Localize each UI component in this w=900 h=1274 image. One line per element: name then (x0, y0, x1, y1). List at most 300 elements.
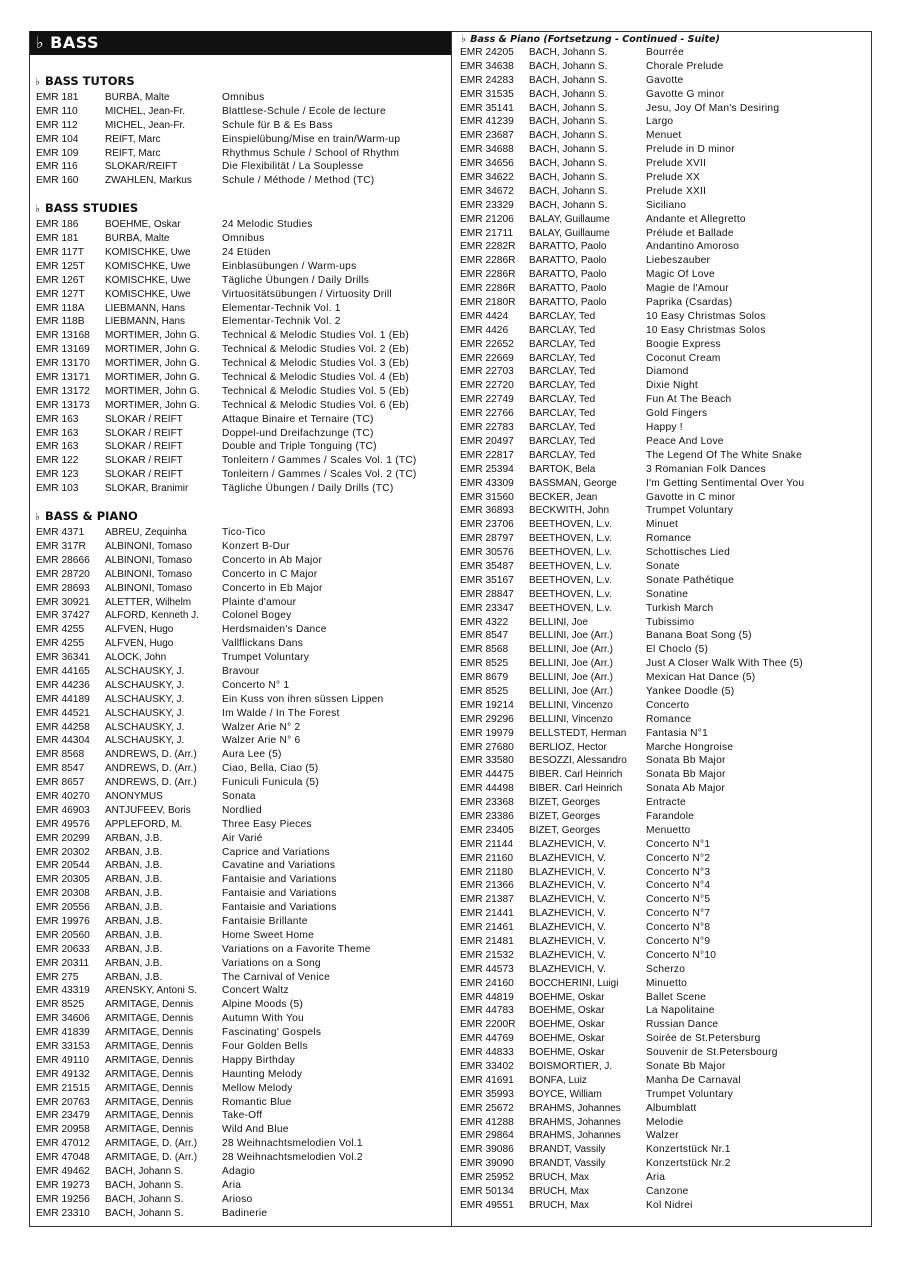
list-item (30, 790, 451, 804)
composer: BIBER. Carl Heinrich (529, 783, 623, 795)
work-title: Trumpet Voluntary (222, 652, 310, 664)
list-item (30, 554, 451, 568)
list-item (30, 901, 451, 915)
list-item (30, 984, 451, 998)
catalog-number: EMR 23347 (460, 602, 514, 614)
composer: BARCLAY, Ted (529, 449, 596, 461)
work-title: Paprika (Csardas) (646, 297, 733, 309)
page-title-text: BASS (50, 33, 100, 52)
catalog-number: EMR 44304 (36, 735, 90, 747)
list-item (452, 560, 872, 574)
work-title: Technical & Melodic Studies Vol. 3 (Eb) (222, 358, 409, 370)
list-item (452, 893, 872, 907)
catalog-number: EMR 20308 (36, 888, 90, 900)
flat-sign: ♭ (35, 76, 40, 88)
composer: BARCLAY, Ted (529, 394, 596, 406)
work-title: Variations on a Song (222, 957, 321, 969)
work-title: Aria (646, 1172, 666, 1184)
composer: BELLINI, Joe (Arr.) (529, 630, 613, 642)
list-item (452, 491, 872, 505)
catalog-number: EMR 8525 (460, 658, 509, 670)
composer: ARMITAGE, D. (Arr.) (105, 1138, 198, 1150)
composer: BOEHME, Oskar (529, 1047, 605, 1059)
work-title: Walzer Arie N° 2 (222, 721, 301, 733)
section-heading (30, 200, 451, 216)
composer: BEETHOVEN, L.v. (529, 588, 612, 600)
work-title: Concerto N°1 (646, 838, 711, 850)
catalog-number: EMR 21515 (36, 1082, 90, 1094)
composer: ARMITAGE, Dennis (105, 1068, 194, 1080)
composer: ANDREWS, D. (Arr.) (105, 749, 197, 761)
work-title: Tonleitern / Gammes / Scales Vol. 1 (TC) (222, 455, 417, 467)
catalog-number: EMR 104 (36, 133, 79, 145)
composer: BACH, Johann S. (529, 88, 608, 100)
list-item (452, 685, 872, 699)
list-item (452, 504, 872, 518)
composer: BOEHME, Oskar (529, 1033, 605, 1045)
list-item (452, 810, 872, 824)
work-title: Romantic Blue (222, 1096, 292, 1108)
list-item (452, 754, 872, 768)
composer: BELLINI, Joe (Arr.) (529, 644, 613, 656)
catalog-number: EMR 28847 (460, 588, 514, 600)
list-item (452, 602, 872, 616)
list-item (30, 915, 451, 929)
list-item (452, 227, 872, 241)
composer: LIEBMANN, Hans (105, 302, 186, 314)
catalog-number: EMR 22817 (460, 449, 514, 461)
work-title: Double and Triple Tonguing (TC) (222, 441, 377, 453)
list-item (30, 147, 451, 161)
composer: BALAY, Guillaume (529, 213, 610, 225)
composer: ARBAN, J.B. (105, 971, 163, 983)
list-item (30, 776, 451, 790)
work-title: Ballet Scene (646, 991, 707, 1003)
catalog-number: EMR 23329 (460, 199, 514, 211)
list-item (30, 302, 451, 316)
work-title: Banana Boat Song (5) (646, 630, 752, 642)
work-title: 10 Easy Christmas Solos (646, 310, 766, 322)
list-item (30, 721, 451, 735)
catalog-number: EMR 23706 (460, 519, 514, 531)
catalog-number: EMR 13170 (36, 358, 90, 370)
work-title: Tägliche Übungen / Daily Drills (222, 274, 370, 286)
catalog-number: EMR 44573 (460, 963, 514, 975)
composer: ARMITAGE, Dennis (105, 1124, 194, 1136)
list-item (30, 540, 451, 554)
catalog-number: EMR 20311 (36, 957, 90, 969)
work-title: 10 Easy Christmas Solos (646, 324, 766, 336)
flat-sign: ♭ (35, 511, 40, 524)
catalog-number: EMR 33153 (36, 1041, 90, 1052)
composer: BOEHME, Oskar (529, 1005, 605, 1017)
composer: ARBAN, J.B. (105, 832, 163, 844)
list-item (452, 185, 872, 199)
list-item (30, 1012, 451, 1026)
composer: BEETHOVEN, L.v. (529, 602, 612, 614)
work-title: Konzertstück Nr.1 (646, 1144, 731, 1156)
catalog-number: EMR 44189 (36, 693, 90, 705)
list-item (30, 1137, 451, 1151)
work-title: Autumn With You (222, 1013, 304, 1025)
work-title: Adagio (222, 1166, 256, 1178)
composer: MICHEL, Jean-Fr. (105, 119, 186, 131)
composer: BASSMAN, George (529, 477, 617, 489)
composer: BACH, Johann S. (105, 1179, 184, 1191)
work-title: Im Walde / In The Forest (222, 707, 340, 719)
list-item (452, 921, 872, 935)
list-item (452, 1060, 872, 1074)
composer: ANTJUFEEV, Boris (105, 804, 191, 816)
composer: BACH, Johann S. (105, 1207, 184, 1219)
list-item (452, 338, 872, 352)
catalog-number: EMR 29864 (460, 1130, 514, 1142)
list-item (452, 518, 872, 532)
catalog-number: EMR 44475 (460, 769, 514, 781)
section-list (30, 218, 451, 496)
composer: ALFVEN, Hugo (105, 624, 174, 636)
list-item (30, 1207, 451, 1221)
catalog-number: EMR 44165 (36, 665, 90, 677)
work-title: Kol Nidrei (646, 1199, 693, 1211)
catalog-number: EMR 19256 (36, 1193, 90, 1205)
list-item (30, 748, 451, 762)
work-title: Farandole (646, 810, 695, 822)
catalog-number: EMR 21387 (460, 894, 514, 906)
catalog-number: EMR 28720 (36, 568, 90, 580)
list-item (452, 949, 872, 963)
work-title: Minuet (646, 519, 679, 531)
composer: ALBINONI, Tomaso (105, 568, 193, 580)
work-title: Schule / Méthode / Method (TC) (222, 175, 375, 187)
catalog-number: EMR 23386 (460, 810, 514, 822)
list-item (30, 707, 451, 721)
composer: MORTIMER, John G. (105, 344, 200, 356)
work-title: Home Sweet Home (222, 929, 315, 941)
work-title: Take-Off (222, 1110, 263, 1122)
catalog-number: EMR 39090 (460, 1158, 514, 1170)
list-item (30, 609, 451, 623)
catalog-number: EMR 24283 (460, 74, 514, 86)
catalog-number: EMR 31560 (460, 491, 514, 503)
work-title: Concert Waltz (222, 985, 289, 997)
work-title: Happy Birthday (222, 1054, 296, 1066)
catalog-number: EMR 44521 (36, 707, 90, 719)
composer: BARCLAY, Ted (529, 435, 596, 447)
work-title: Caprice and Variations (222, 846, 330, 858)
catalog-number: EMR 30921 (36, 596, 90, 608)
work-title: Technical & Melodic Studies Vol. 6 (Eb) (222, 399, 409, 411)
composer: BARATTO, Paolo (529, 269, 607, 281)
composer: BACH, Johann S. (529, 158, 608, 170)
composer: BOISMORTIER, J. (529, 1061, 613, 1073)
list-item (452, 879, 872, 893)
work-title: Arioso (222, 1193, 253, 1205)
catalog-number: EMR 34638 (460, 60, 514, 72)
catalog-number: EMR 33580 (460, 755, 514, 767)
list-item (30, 133, 451, 147)
list-item (452, 1116, 872, 1130)
work-title: Concerto N° 1 (222, 679, 290, 691)
composer: ARMITAGE, Dennis (105, 1041, 194, 1052)
work-title: Romance (646, 533, 692, 545)
list-item (30, 413, 451, 427)
list-item (452, 1199, 872, 1213)
catalog-number: EMR 34656 (460, 158, 514, 170)
composer: SLOKAR, Branimir (105, 483, 189, 495)
catalog-number: EMR 25394 (460, 463, 514, 475)
section-list (30, 91, 451, 188)
list-item (30, 119, 451, 133)
list-item (30, 91, 451, 105)
list-item (452, 463, 872, 477)
composer: BOYCE, William (529, 1088, 602, 1100)
catalog-number: EMR 20556 (36, 902, 90, 914)
work-title: Technical & Melodic Studies Vol. 5 (Eb) (222, 385, 409, 397)
work-title: Fantaisie and Variations (222, 874, 337, 886)
composer: BIZET, Georges (529, 810, 601, 822)
work-title: Technical & Melodic Studies Vol. 4 (Eb) (222, 372, 409, 384)
composer: BACH, Johann S. (529, 74, 608, 86)
catalog-number: EMR 2282R (460, 241, 516, 253)
catalog-number: EMR 43319 (36, 985, 90, 997)
catalog-number: EMR 275 (36, 971, 79, 983)
work-title: Mexican Hat Dance (5) (646, 672, 756, 684)
composer: BRUCH, Max (529, 1172, 590, 1184)
work-title: Russian Dance (646, 1019, 719, 1031)
composer: ALSCHAUSKY, J. (105, 735, 185, 747)
work-title: Haunting Melody (222, 1068, 303, 1080)
work-title: Three Easy Pieces (222, 818, 312, 830)
catalog-number: EMR 2180R (460, 297, 516, 309)
catalog-number: EMR 23405 (460, 824, 514, 836)
list-item (452, 157, 872, 171)
list-item (452, 852, 872, 866)
list-item (30, 371, 451, 385)
work-title: Concerto in Eb Major (222, 582, 323, 594)
composer: MORTIMER, John G. (105, 385, 200, 397)
work-title: Souvenir de St.Petersbourg (646, 1047, 778, 1059)
catalog-number: EMR 47012 (36, 1138, 90, 1150)
work-title: Einspielübung/Mise en train/Warm-up (222, 133, 401, 145)
work-title: Concerto in C Major (222, 568, 318, 580)
list-item (452, 296, 872, 310)
list-item (452, 713, 872, 727)
list-item (30, 665, 451, 679)
list-item (452, 1171, 872, 1185)
catalog-number: EMR 8525 (460, 685, 509, 697)
composer: BARCLAY, Ted (529, 324, 596, 336)
composer: BARCLAY, Ted (529, 366, 596, 378)
catalog-number: EMR 21160 (460, 852, 514, 864)
list-item (30, 288, 451, 302)
list-item (452, 310, 872, 324)
list-item (30, 929, 451, 943)
composer: SLOKAR / REIFT (105, 469, 183, 481)
composer: ALSCHAUSKY, J. (105, 693, 185, 705)
work-title: Concerto N°7 (646, 908, 711, 920)
work-title: Sonate Bb Major (646, 1061, 726, 1073)
catalog-number: EMR 21532 (460, 949, 514, 961)
catalog-number: EMR 20302 (36, 846, 90, 858)
catalog-number: EMR 8657 (36, 777, 85, 789)
list-item (30, 526, 451, 540)
composer: BARCLAY, Ted (529, 408, 596, 420)
work-title: Menuetto (646, 824, 691, 836)
catalog-number: EMR 20544 (36, 860, 90, 872)
catalog-number: EMR 49576 (36, 818, 90, 830)
right-column (452, 31, 872, 1213)
list-item (452, 768, 872, 782)
work-title: Cavatine and Variations (222, 860, 336, 872)
list-item (30, 651, 451, 665)
composer: BARCLAY, Ted (529, 380, 596, 392)
composer: LIEBMANN, Hans (105, 316, 186, 328)
work-title: Sonata Bb Major (646, 769, 726, 781)
list-item (452, 741, 872, 755)
list-item (452, 1185, 872, 1199)
work-title: Sonate (646, 560, 680, 572)
work-title: Concerto N°3 (646, 866, 711, 878)
composer: ARBAN, J.B. (105, 929, 163, 941)
list-item (30, 357, 451, 371)
list-item (452, 254, 872, 268)
work-title: Yankee Doodle (5) (646, 685, 735, 697)
work-title: Gavotte G minor (646, 88, 725, 100)
list-item (452, 657, 872, 671)
catalog-number: EMR 127T (36, 288, 85, 300)
composer: BEETHOVEN, L.v. (529, 560, 612, 572)
composer: BLAZHEVICH, V. (529, 866, 606, 878)
catalog-number: EMR 112 (36, 119, 78, 131)
catalog-number: EMR 2286R (460, 255, 516, 267)
list-item (30, 385, 451, 399)
section-heading-text: BASS STUDIES (44, 201, 139, 216)
sections-container (30, 73, 451, 1221)
composer: BACH, Johann S. (529, 172, 608, 184)
work-title: Peace And Love (646, 435, 724, 447)
list-item (452, 1032, 872, 1046)
work-title: Liebeszauber (646, 255, 711, 267)
list-item (30, 468, 451, 482)
work-title: El Choclo (5) (646, 644, 709, 656)
list-item (452, 449, 872, 463)
composer: BRANDT, Vassily (529, 1144, 606, 1156)
list-item (452, 282, 872, 296)
work-title: Technical & Melodic Studies Vol. 1 (Eb) (222, 330, 409, 342)
work-title: Tonleitern / Gammes / Scales Vol. 2 (TC) (222, 469, 417, 481)
work-title: Concerto N°9 (646, 936, 711, 947)
catalog-number: EMR 22766 (460, 408, 514, 420)
work-title: Trumpet Voluntary (646, 1088, 734, 1100)
catalog-number: EMR 22703 (460, 366, 514, 378)
catalog-number: EMR 44258 (36, 721, 90, 733)
composer: BEETHOVEN, L.v. (529, 519, 612, 531)
list-item (30, 693, 451, 707)
list-item (30, 218, 451, 232)
list-item (30, 160, 451, 174)
catalog-number: EMR 35993 (460, 1088, 514, 1100)
list-item (452, 671, 872, 685)
list-item (30, 957, 451, 971)
list-item (30, 399, 451, 413)
list-item (452, 74, 872, 88)
composer: BARCLAY, Ted (529, 422, 596, 434)
composer: ANDREWS, D. (Arr.) (105, 763, 197, 775)
composer: BIZET, Georges (529, 824, 601, 836)
work-title: Minuetto (646, 977, 688, 989)
catalog-number: EMR 19979 (460, 727, 514, 739)
catalog-number: EMR 20763 (36, 1096, 90, 1108)
work-title: Diamond (646, 366, 689, 378)
composer: ARBAN, J.B. (105, 874, 163, 886)
composer: BLAZHEVICH, V. (529, 936, 606, 947)
composer: BACH, Johann S. (105, 1193, 184, 1205)
catalog-number: EMR 21711 (460, 227, 514, 239)
list-item (452, 1004, 872, 1018)
composer: BARATTO, Paolo (529, 241, 607, 253)
work-title: 24 Melodic Studies (222, 219, 313, 231)
composer: ALSCHAUSKY, J. (105, 707, 185, 719)
work-title: Fun At The Beach (646, 394, 732, 406)
work-title: Fantaisie Brillante (222, 915, 308, 927)
catalog-number: EMR 22669 (460, 352, 514, 364)
work-title: Rhythmus Schule / School of Rhythm (222, 147, 400, 159)
catalog-number: EMR 116 (36, 161, 78, 173)
composer: BIZET, Georges (529, 797, 601, 809)
catalog-number: EMR 22749 (460, 394, 514, 406)
catalog-number: EMR 23310 (36, 1207, 90, 1219)
catalog-number: EMR 4255 (36, 638, 85, 650)
list-item (30, 1151, 451, 1165)
catalog-number: EMR 2286R (460, 283, 516, 295)
list-item (30, 482, 451, 496)
work-title: Menuet (646, 130, 682, 142)
list-item (452, 1129, 872, 1143)
composer: ALOCK, John (105, 652, 167, 664)
catalog-number: EMR 21366 (460, 880, 514, 892)
flat-sign: ♭ (35, 203, 40, 216)
work-title: Gavotte (646, 74, 684, 86)
list-item (452, 129, 872, 143)
composer: REIFT, Marc (105, 147, 161, 159)
catalog-number: EMR 41839 (36, 1027, 90, 1039)
work-title: Andante et Allegretto (646, 213, 746, 225)
composer: ZWAHLEN, Markus (105, 175, 192, 187)
work-title: Sonata Bb Major (646, 755, 726, 767)
composer: BELLINI, Joe (Arr.) (529, 685, 613, 697)
composer: ARMITAGE, Dennis (105, 1096, 194, 1108)
composer: BURBA, Malte (105, 233, 170, 245)
list-item (452, 477, 872, 491)
work-title: Herdsmaiden's Dance (222, 624, 327, 636)
work-title: Turkish March (646, 602, 714, 614)
list-item (30, 1123, 451, 1137)
work-title: Vallflickans Dans (222, 638, 304, 650)
catalog-number: EMR 186 (36, 219, 79, 231)
list-item (452, 824, 872, 838)
composer: MORTIMER, John G. (105, 372, 200, 384)
list-item (452, 727, 872, 741)
work-title: Blattlese-Schule / Ecole de lecture (222, 105, 386, 117)
composer: BACH, Johann S. (529, 116, 608, 128)
composer: BOEHME, Oskar (529, 1019, 605, 1031)
composer: BRANDT, Vassily (529, 1158, 606, 1170)
list-item (452, 782, 872, 796)
list-item (452, 1018, 872, 1032)
catalog-number: EMR 49110 (36, 1054, 90, 1066)
catalog-number: EMR 126T (36, 274, 85, 286)
